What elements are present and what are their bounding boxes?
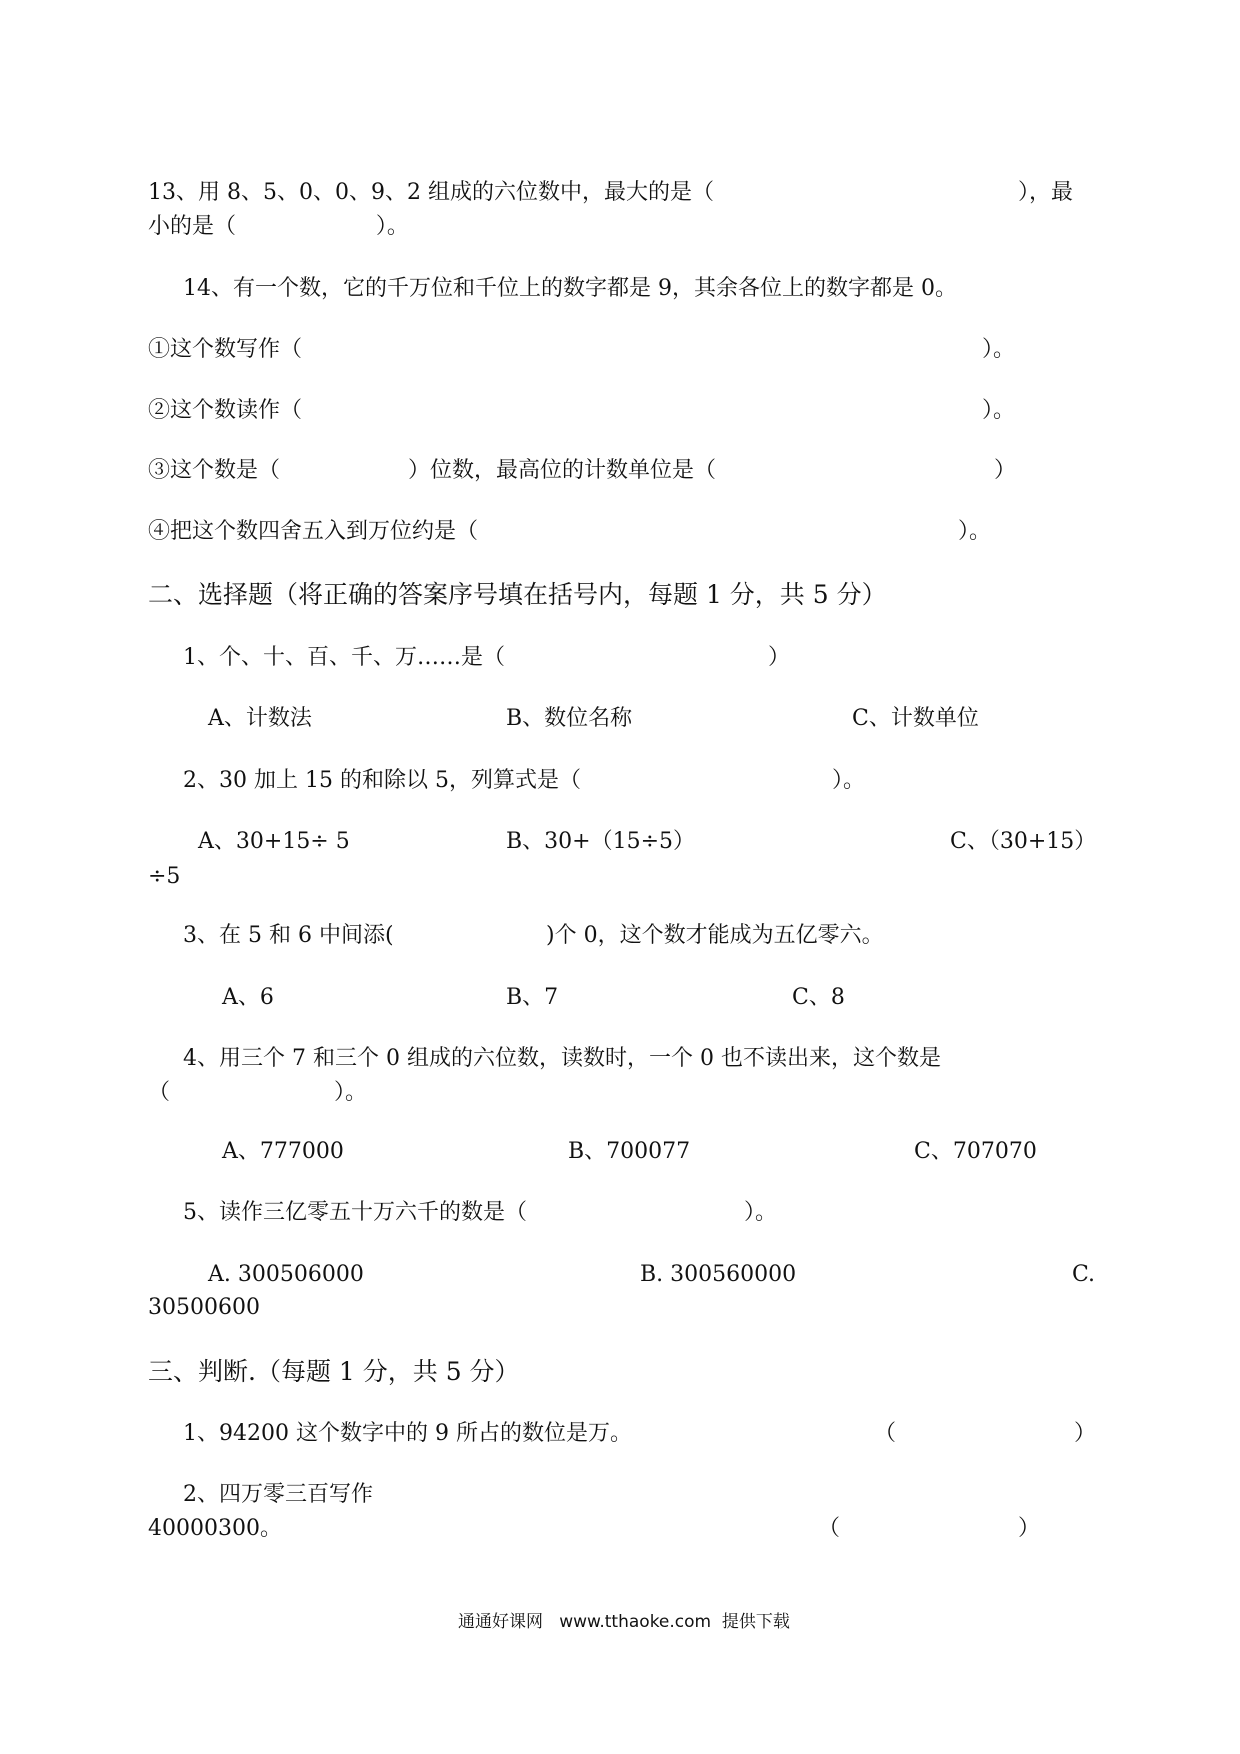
s2-q3-stem-cont: )个 0，这个数才能成为五亿零六。 bbox=[546, 923, 884, 948]
q14-sub1-label: ①这个数写作（ bbox=[148, 337, 303, 362]
s2-q2-close: ）。 bbox=[832, 768, 866, 793]
section3-title: 三、判断.（每题 1 分，共 5 分） bbox=[148, 1357, 520, 1386]
s2-q3-option-c: C、8 bbox=[792, 985, 845, 1010]
s2-q4-option-c: C、707070 bbox=[914, 1139, 1037, 1164]
s2-q4-close: ）。 bbox=[334, 1080, 368, 1105]
s3-q1-paren-open: （ bbox=[874, 1421, 897, 1446]
s2-q2-option-c: C、（30+15） bbox=[950, 829, 1097, 854]
s2-q5-option-b: B. 300560000 bbox=[640, 1262, 797, 1287]
q13-line1-part2: ），最 bbox=[1018, 180, 1074, 205]
s2-q1-option-a: A、计数法 bbox=[208, 706, 312, 731]
q14-sub3-close: ） bbox=[994, 458, 1017, 483]
s2-q4-stem: 4、用三个 7 和三个 0 组成的六位数，读数时，一个 0 也不读出来，这个数是 bbox=[183, 1046, 941, 1071]
s2-q2-option-a: A、30+15÷ 5 bbox=[198, 829, 350, 854]
section2-title: 二、选择题（将正确的答案序号填在括号内，每题 1 分，共 5 分） bbox=[148, 580, 887, 609]
s3-q2-stem-cont: 40000300。 bbox=[148, 1516, 282, 1541]
s2-q1-stem: 1、个、十、百、千、万……是（ bbox=[183, 645, 505, 670]
s3-q2-paren-close: ） bbox=[1018, 1516, 1041, 1541]
s2-q4-option-b: B、700077 bbox=[568, 1139, 691, 1164]
s2-q2-option-b: B、30+（15÷5） bbox=[506, 829, 696, 854]
q14-sub2-close: ）。 bbox=[982, 398, 1016, 423]
s2-q1-option-b: B、数位名称 bbox=[506, 706, 633, 731]
s3-q1-paren-close: ） bbox=[1074, 1421, 1097, 1446]
s2-q1-close: ） bbox=[768, 645, 791, 670]
q13-line2: 小的是（ ）。 bbox=[148, 214, 409, 239]
s3-q2-paren-open: （ bbox=[818, 1516, 841, 1541]
s2-q4-option-a: A、777000 bbox=[222, 1139, 344, 1164]
q14-sub3-mid: ）位数，最高位的计数单位是（ bbox=[408, 458, 717, 483]
q14-sub3-label: ③这个数是（ bbox=[148, 458, 281, 483]
s2-q5-option-c-cont: 30500600 bbox=[148, 1295, 260, 1320]
s3-q1-stem: 1、94200 这个数字中的 9 所占的数位是万。 bbox=[183, 1421, 632, 1446]
s2-q5-close: ）。 bbox=[744, 1200, 778, 1225]
q14-stem: 14、有一个数，它的千万位和千位上的数字都是 9，其余各位上的数字都是 0。 bbox=[183, 276, 957, 301]
s2-q3-stem: 3、在 5 和 6 中间添( bbox=[183, 923, 394, 948]
s2-q1-option-c: C、计数单位 bbox=[852, 706, 979, 731]
q14-sub2-label: ②这个数读作（ bbox=[148, 398, 303, 423]
q14-sub4-label: ④把这个数四舍五入到万位约是（ bbox=[148, 519, 479, 544]
s2-q5-option-a: A. 300506000 bbox=[208, 1262, 364, 1287]
q14-sub4-close: ）。 bbox=[958, 519, 992, 544]
q13-line1-part1: 13、用 8、5、0、0、9、2 组成的六位数中，最大的是（ bbox=[148, 180, 714, 205]
s3-q2-stem: 2、四万零三百写作 bbox=[183, 1482, 373, 1507]
s2-q5-stem: 5、读作三亿零五十万六千的数是（ bbox=[183, 1200, 527, 1225]
q14-sub1-close: ）。 bbox=[982, 337, 1016, 362]
s2-q3-option-b: B、7 bbox=[506, 985, 559, 1010]
s2-q3-option-a: A、6 bbox=[222, 985, 274, 1010]
s2-q2-option-c-cont: ÷5 bbox=[148, 864, 181, 889]
footer-source: 通通好课网 www.tthaoke.com 提供下载 bbox=[458, 1612, 790, 1632]
s2-q5-option-c: C. bbox=[1072, 1262, 1096, 1287]
s2-q2-stem: 2、30 加上 15 的和除以 5，列算式是（ bbox=[183, 768, 581, 793]
s2-q4-open: （ bbox=[148, 1080, 171, 1105]
